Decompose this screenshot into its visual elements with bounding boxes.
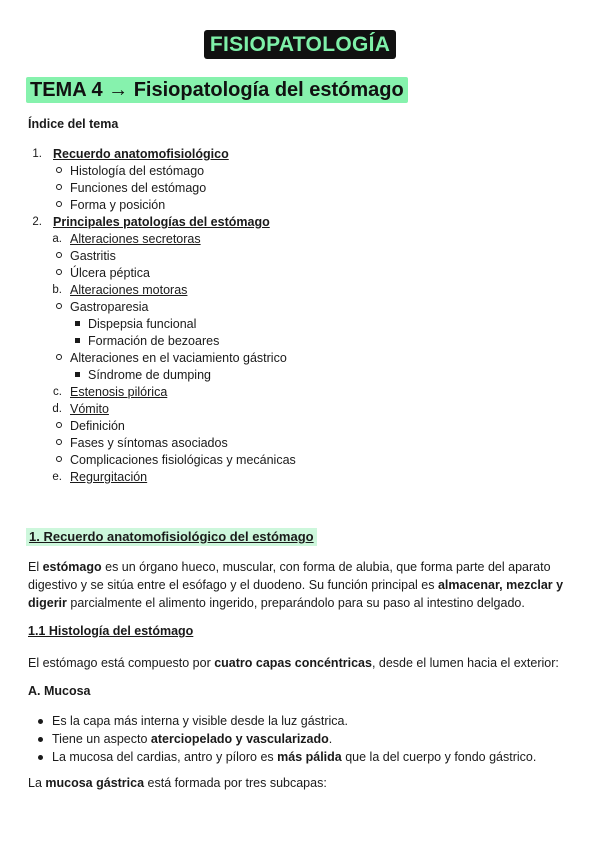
toc-item-label: Alteraciones en el vaciamiento gástrico	[70, 351, 287, 365]
toc-marker: d.	[52, 403, 62, 415]
toc-item	[0, 350, 600, 367]
toc-item-label: Fases y síntomas asociados	[70, 436, 228, 450]
toc-marker: a.	[52, 233, 62, 245]
toc-item-label: Regurgitación	[70, 470, 148, 484]
hollow-bullet-icon	[48, 163, 62, 180]
toc-marker: e.	[52, 471, 62, 483]
toc-item	[0, 384, 600, 401]
toc-item-label: Complicaciones fisiológicas y mecánicas	[70, 453, 296, 467]
toc-marker: c.	[53, 386, 62, 398]
toc-item-label: Síndrome de dumping	[88, 368, 211, 382]
toc-item	[0, 316, 600, 333]
square-bullet-icon	[70, 367, 80, 384]
toc-item	[0, 469, 600, 486]
subsection-1-1-heading: 1.1 Histología del estómago	[28, 624, 194, 638]
tema-heading: TEMA 4 → Fisiopatología del estómago	[26, 77, 408, 103]
hollow-bullet-icon	[48, 248, 62, 265]
square-bullet-icon	[70, 316, 80, 333]
toc-item	[0, 248, 600, 265]
hollow-bullet-icon	[48, 197, 62, 214]
toc-item	[0, 265, 600, 282]
hollow-bullet-icon	[48, 418, 62, 435]
bullet-dot-icon	[38, 719, 43, 724]
bullet-dot-icon	[38, 755, 43, 760]
hollow-bullet-icon	[48, 265, 62, 282]
toc-item-label: Definición	[70, 419, 125, 433]
toc-item-label: Histología del estómago	[70, 164, 205, 178]
hollow-bullet-icon	[48, 180, 62, 197]
mucosa-heading: A. Mucosa	[28, 684, 91, 698]
toc-item	[0, 163, 600, 180]
toc-item-label: Forma y posición	[70, 198, 166, 212]
toc-item	[0, 146, 600, 163]
toc-item	[0, 333, 600, 350]
toc-marker: b.	[52, 284, 62, 296]
table-of-contents	[0, 146, 600, 486]
toc-item-label: Úlcera péptica	[70, 266, 150, 280]
layers-paragraph: El estómago está compuesto por cuatro capas concéntricas, desde el lumen hacia el exterior:	[28, 656, 559, 670]
toc-item	[0, 299, 600, 316]
toc-item-label: Alteraciones secretoras	[70, 232, 201, 246]
toc-item	[0, 197, 600, 214]
toc-item-label: Principales patologías del estómago	[53, 215, 270, 229]
toc-item-label: Alteraciones motoras	[70, 283, 188, 297]
document-title: FISIOPATOLOGÍA	[204, 30, 396, 59]
toc-item	[0, 418, 600, 435]
toc-item-label: Estenosis pilórica	[70, 385, 168, 399]
toc-item-label: Gastroparesia	[70, 300, 149, 314]
toc-marker: 2.	[32, 216, 42, 228]
list-item: La mucosa del cardias, antro y píloro es más pálida que la del cuerpo y fondo gástrico.	[0, 748, 600, 766]
section-1-heading: 1. Recuerdo anatomofisiológico del estómago	[26, 528, 317, 546]
title-wrapper	[0, 30, 600, 59]
toc-item-label: Formación de bezoares	[88, 334, 220, 348]
hollow-bullet-icon	[48, 350, 62, 367]
toc-item	[0, 367, 600, 384]
toc-item-label: Vómito	[70, 402, 109, 416]
list-item: Es la capa más interna y visible desde la luz gástrica.	[0, 712, 600, 730]
toc-item	[0, 231, 600, 248]
toc-item-label: Funciones del estómago	[70, 181, 207, 195]
toc-item-label: Dispepsia funcional	[88, 317, 197, 331]
list-item: Tiene un aspecto aterciopelado y vascularizado.	[0, 730, 600, 748]
toc-item-label: Gastritis	[70, 249, 116, 263]
toc-item-label: Recuerdo anatomofisiológico	[53, 147, 229, 161]
toc-item	[0, 282, 600, 299]
intro-paragraph: El estómago es un órgano hueco, muscular, con forma de alubia, que forma parte del aparato digestivo y se sitúa entre el esófago y el duodeno. Su función principal es almacenar, mezclar y digerir parcialmente el alimento ingerido, preparándolo para su paso al intestino delgado.	[28, 560, 564, 610]
toc-item	[0, 435, 600, 452]
mucosa-bullet-list	[0, 712, 600, 766]
toc-item	[0, 452, 600, 469]
square-bullet-icon	[70, 333, 80, 350]
hollow-bullet-icon	[48, 299, 62, 316]
bullet-dot-icon	[38, 737, 43, 742]
hollow-bullet-icon	[48, 435, 62, 452]
toc-marker: 1.	[32, 148, 42, 160]
mucosa-subcapas-paragraph: La mucosa gástrica está formada por tres subcapas:	[28, 776, 327, 790]
toc-item	[0, 214, 600, 231]
index-label: Índice del tema	[28, 117, 119, 131]
toc-item	[0, 180, 600, 197]
toc-item	[0, 401, 600, 418]
hollow-bullet-icon	[48, 452, 62, 469]
